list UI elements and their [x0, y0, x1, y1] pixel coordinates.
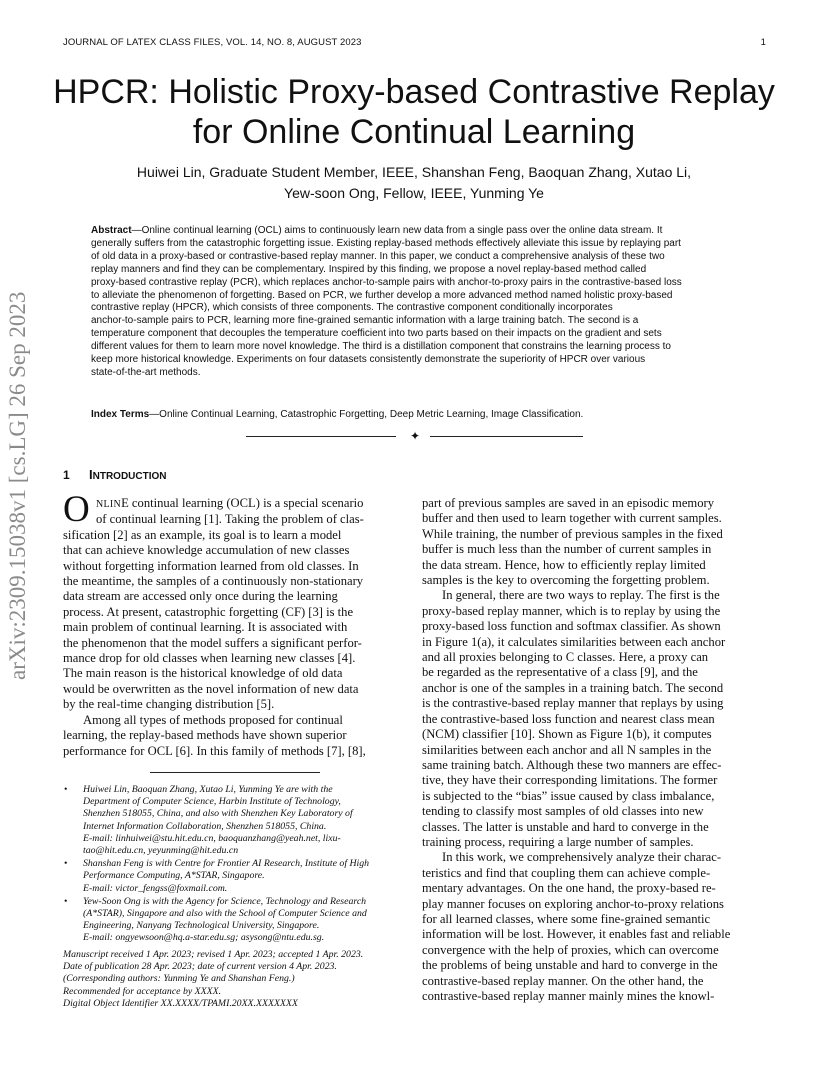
- body-text-line: mance drop for old classes when learning new classes [4].: [63, 651, 356, 666]
- arxiv-identifier: arXiv:2309.15038v1 [cs.LG] 26 Sep 2023: [5, 291, 30, 680]
- footnote-line: Huiwei Lin, Baoquan Zhang, Xutao Li, Yunming Ye are with the: [83, 784, 333, 795]
- body-text-line: Among all types of methods proposed for continual: [83, 712, 343, 727]
- abstract-line: contrastive replay (HPCR), which consists of three components. The contrastive component conditionally incorporates: [91, 302, 613, 314]
- authors-line-1: Huiwei Lin, Graduate Student Member, IEEE, Shanshan Feng, Baoquan Zhang, Xutao Li,: [136, 164, 692, 180]
- body-text-line: without forgetting information learned from old classes. In: [63, 558, 359, 573]
- body-text-line: proxy-based loss function and softmax classifier. As shown: [422, 619, 721, 634]
- abstract-label: Abstract: [91, 225, 132, 236]
- authors-line-2: Yew-soon Ong, Fellow, IEEE, Yunming Ye: [284, 185, 544, 201]
- paper-title: [40, 72, 788, 152]
- body-text-line: While training, the number of previous samples in the fixed: [422, 526, 723, 541]
- index-terms: [91, 408, 739, 421]
- manuscript-info: [63, 949, 406, 1010]
- abstract-line: different values for them to learn more novel knowledge. The third is a distillation component that constrains the learning process to: [91, 341, 671, 353]
- abstract-line: temperature component that decouples the temperature coefficient into two parts based on their impacts on the gradient and sets: [91, 328, 662, 340]
- body-text-line: NLINE continual learning (OCL) is a special scenario: [96, 496, 364, 510]
- footnote-line: (A*STAR), Singapore and also with the School of Computer Science and: [83, 908, 367, 920]
- footnote-bullet: •: [64, 858, 68, 870]
- body-text-line: part of previous samples are saved in an episodic memory: [422, 496, 715, 510]
- body-text-line: learning, the replay-based methods have shown superior: [63, 728, 347, 743]
- footnote-line: E-mail: ongyewsoon@hq.a-star.edu.sg; asysong@ntu.edu.sg.: [83, 932, 325, 944]
- footnote-line: Engineering, Nanyang Technological University, Singapore.: [83, 920, 320, 932]
- body-text-line: tive, they have their corresponding limitations. The former: [422, 773, 718, 788]
- abstract-line: state-of-the-art methods.: [91, 366, 201, 378]
- body-text-line: the contrastive-based loss function and nearest class mean: [422, 711, 715, 726]
- footnote-line: Yew-Soon Ong is with the Agency for Science, Technology and Research: [83, 895, 367, 907]
- abstract: [91, 225, 739, 380]
- body-text-line: that can achieve knowledge accumulation of new classes: [63, 543, 350, 558]
- footnote-line: Internet Information Collaboration, Shenzhen 518055, China.: [83, 820, 327, 832]
- lead-in-smallcaps: NLIN: [96, 499, 122, 510]
- abstract-line: of old data in a proxy-based or contrastive-based replay manner. In this paper, we conduct a comprehensive analysis of these two: [91, 250, 665, 262]
- footnote-line: E-mail: linhuiwei@stu.hit.edu.cn, baoquanzhang@yeah.net, lixu-: [83, 832, 341, 844]
- drop-cap: O: [63, 489, 90, 530]
- section-heading: [63, 467, 167, 485]
- index-terms-label: Index Terms: [91, 409, 150, 420]
- body-text-line: buffer and then used to learn together with current samples.: [422, 511, 722, 526]
- body-text-line: In this work, we comprehensively analyze their charac-: [442, 850, 722, 865]
- body-text-line: of continual learning [1]. Taking the problem of clas-: [96, 512, 364, 527]
- page-number: 1: [760, 37, 766, 48]
- body-text-line: similarities between each anchor and all N samples in the: [422, 742, 712, 757]
- footnote-line: Department of Computer Science, Harbin Institute of Technology,: [83, 796, 341, 808]
- body-text-line: anchor is one of the samples in a training batch. The second: [422, 680, 724, 695]
- body-text-line: In general, there are two ways to replay. The first is the: [442, 588, 720, 603]
- abstract-line: proxy-based contrastive replay (PCR), which replaces anchor-to-sample pairs with anchor-to-proxy pairs in the contrastive-based loss: [91, 276, 682, 288]
- footnote-line: tao@hit.edu.cn, yeyunming@hit.edu.cn: [83, 845, 239, 857]
- body-text-line: mentary advantages. On the one hand, the proxy-based re-: [422, 881, 716, 896]
- manuscript-line: Digital Object Identifier XX.XXXX/TPAMI.20XX.XXXXXXX: [63, 997, 298, 1009]
- body-text-line: is subjected to the “bias” issue caused by class imbalance,: [422, 788, 715, 803]
- footnote-item: [63, 896, 406, 945]
- footnote-rule: [150, 772, 320, 773]
- body-text-line: play manner focuses on exploring anchor-to-proxy relations: [422, 896, 724, 911]
- body-text-line: for all learned classes, where some fine-grained semantic: [422, 911, 711, 926]
- body-text-line: buffer is much less than the number of current samples in: [422, 542, 712, 557]
- index-terms-text: —Online Continual Learning, Catastrophic Forgetting, Deep Metric Learning, Image Classification.: [149, 409, 584, 420]
- title-line-2: for Online Continual Learning: [192, 113, 636, 151]
- body-text-line: the problems of being unstable and hard to converge in the: [422, 958, 718, 973]
- body-text-line: The main reason is the historical knowledge of old data: [63, 666, 343, 681]
- footnote-line: E-mail: victor_fengss@foxmail.com.: [83, 882, 228, 894]
- abstract-line: keep more historical knowledge. Experiments on four datasets consistently demonstrate the superiority of HPCR over various: [91, 354, 646, 366]
- body-text-line: same training batch. Although these two manners are effec-: [422, 757, 722, 772]
- body-text-line: main problem of continual learning. It is associated with: [63, 620, 348, 635]
- abstract-line: to alleviate the phenomenon of forgetting. Based on PCR, we further develop a more advanced method named holistic proxy-based: [91, 289, 673, 301]
- manuscript-line: Manuscript received 1 Apr. 2023; revised 1 Apr. 2023; accepted 1 Apr. 2023.: [63, 949, 364, 960]
- body-text-line: sification [2] as an example, its goal is to learn a model: [63, 527, 342, 542]
- body-text-line: training process, requiring a large number of samples.: [422, 834, 694, 849]
- body-text-line: samples is the key to overcoming the forgetting problem.: [422, 573, 710, 588]
- footnote-line: Shenzhen 518055, China, and also with Shenzhen Key Laboratory of: [83, 808, 353, 820]
- running-head: [63, 37, 766, 51]
- body-text-line: is the contrastive-based replay manner that replays by using: [422, 696, 724, 711]
- body-text-line: (NCM) classifier [10]. Shown as Figure 1(b), it computes: [422, 727, 712, 742]
- body-text-line: would be overwritten as the novel information of new data: [63, 681, 359, 696]
- body-text-line: classes. The latter is unstable and hard to converge in the: [422, 819, 709, 834]
- footnote-item: [63, 784, 406, 857]
- body-text-line: performance for OCL [6]. In this family of methods [7], [8],: [63, 743, 366, 758]
- body-text-line: by the real-time changing distribution [5].: [63, 697, 275, 712]
- abstract-line: anchor-to-sample pairs to PCR, learning more fine-grained semantic information with a large training batch. The second is a: [91, 315, 639, 327]
- footnote-line: Performance Computing, A*STAR, Singapore.: [83, 870, 265, 882]
- left-column: [63, 496, 406, 759]
- abstract-line: Abstract—Online continual learning (OCL) aims to continuously learn new data from a single pass over the online data stream. It: [91, 225, 663, 236]
- body-text-line: in Figure 1(a), it calculates similarities between each anchor: [422, 634, 726, 649]
- abstract-line: generally suffers from the catastrophic forgetting issue. Existing replay-based methods effectively alleviate this issue by replaying part: [91, 237, 681, 249]
- body-text-line: process. At present, catastrophic forgetting (CF) [3] is the: [63, 604, 354, 619]
- divider-right: [430, 436, 583, 437]
- divider-ornament: ✦: [409, 429, 421, 443]
- body-text-line: contrastive-based replay manner mainly mines the knowl-: [422, 989, 715, 1003]
- abstract-line: replay manners and find they can be complementary. Inspired by this finding, we propose a novel replay-based method called: [91, 263, 647, 275]
- section-title-rest: NTRODUCTION: [92, 471, 167, 482]
- body-text-line: the data stream. Hence, how to efficiently replay limited: [422, 557, 706, 572]
- footnote-bullet: •: [64, 895, 68, 907]
- body-text-line: convergence with the help of proxies, which can overcome: [422, 942, 719, 957]
- body-text-line: the phenomenon that the model suffers a significant perfor-: [63, 635, 362, 650]
- body-text-line: tending to classify most samples of old classes into new: [422, 804, 704, 819]
- body-text-line: proxy-based replay manner, which is to replay by using the: [422, 603, 721, 618]
- footnote-line: Shanshan Feng is with Centre for Frontier AI Research, Institute of High: [83, 858, 370, 870]
- footnote-bullet: •: [64, 784, 68, 795]
- body-text-line: and all proxies belonging to C classes. Here, a proxy can: [422, 650, 709, 665]
- section-title: [89, 468, 167, 482]
- manuscript-line: Date of publication 28 Apr. 2023; date of current version 4 Apr. 2023.: [63, 961, 337, 973]
- manuscript-line: (Corresponding authors: Yunming Ye and Shanshan Feng.): [63, 973, 295, 985]
- manuscript-line: Recommended for acceptance by XXXX.: [63, 985, 222, 997]
- body-text-line: information will be lost. However, it enables fast and reliable: [422, 927, 731, 942]
- author-list: [90, 162, 738, 204]
- footnote-item: [63, 858, 406, 895]
- body-text-line: be regarded as the representative of a class [9], and the: [422, 665, 698, 680]
- body-text-line: teristics and find that coupling them can achieve comple-: [422, 865, 711, 880]
- divider-left: [246, 436, 396, 437]
- body-text-line: contrastive-based replay manner. On the other hand, the: [422, 973, 704, 988]
- title-line-1: HPCR: Holistic Proxy-based Contrastive Replay: [53, 73, 775, 111]
- body-text-line: the meantime, the samples of a continuously non-stationary: [63, 574, 364, 589]
- right-column: [422, 496, 765, 1004]
- journal-name: JOURNAL OF LATEX CLASS FILES, VOL. 14, NO. 8, AUGUST 2023: [63, 37, 362, 48]
- section-number: 1: [63, 468, 70, 482]
- footnotes: [63, 784, 406, 946]
- section-title-initial: I: [89, 467, 93, 482]
- body-text-line: data stream are accessed only once during the learning: [63, 589, 338, 604]
